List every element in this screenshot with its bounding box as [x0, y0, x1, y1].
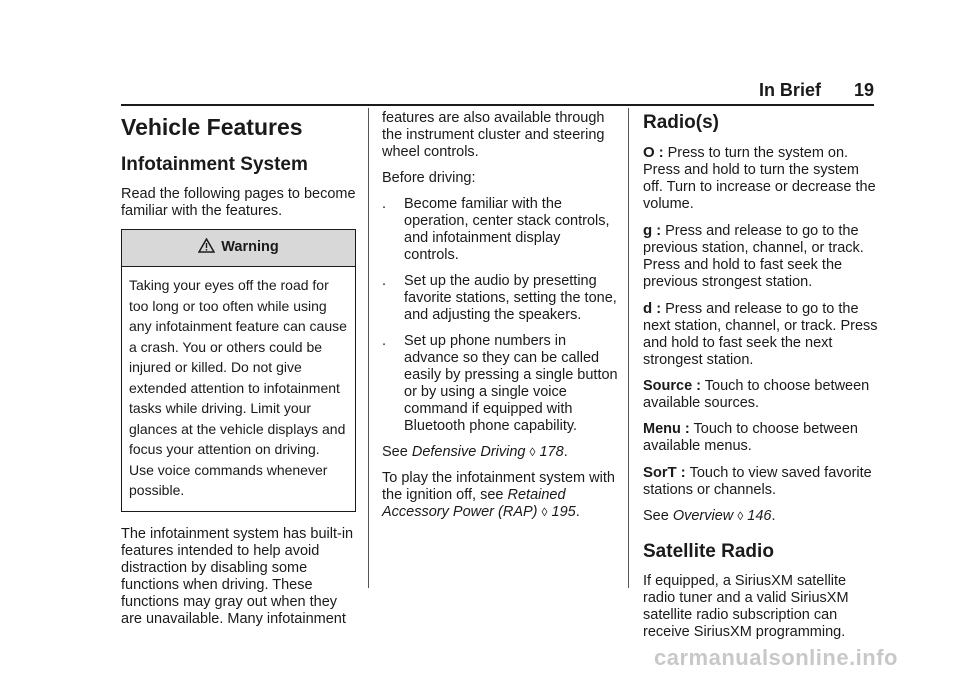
body-paragraph: If equipped, a SiriusXM satellite radio tuner and a valid SiriusXM satellite radio subscription can receive SiriusXM programming.	[643, 573, 849, 640]
control-description: g : Press and release to go to the previous station, channel, or track. Press and hold to fast seek the previous strongest station.	[643, 222, 864, 290]
seek-forward-icon: d	[643, 300, 653, 317]
page-header	[759, 80, 874, 101]
reference-page: 178	[539, 444, 564, 460]
header-rule	[121, 104, 874, 106]
page-number: 19	[853, 80, 874, 100]
page-ref-icon: ◊	[737, 509, 744, 523]
reference-page: 146	[747, 508, 772, 524]
column-2	[382, 110, 618, 530]
warning-header	[122, 230, 355, 267]
arrow-left-icon: S	[643, 464, 654, 481]
see-text: See	[382, 444, 408, 460]
list-item	[382, 196, 618, 264]
control-text: Press to turn the system on. Press and hold to turn the system off. Turn to increase or decrease the volume.	[643, 145, 876, 212]
control-text: Touch to view saved favorite stations or channels.	[643, 465, 872, 498]
list-item	[382, 273, 618, 324]
control-description: SorT : Touch to view saved favorite stations or channels.	[643, 464, 872, 498]
bullet-mark: .	[382, 196, 387, 212]
see-text: To play the infotainment system with the ignition off, see	[382, 470, 615, 503]
control-description	[643, 378, 878, 412]
control-text: Touch to choose between available sources.	[643, 378, 870, 411]
bullet-list	[382, 196, 618, 435]
column-divider	[628, 108, 629, 588]
list-item-text: Set up phone numbers in advance so they can be called easily by pressing a single button or by using a single voice command if equipped with Bluetooth phone capability.	[404, 333, 618, 434]
section-heading: Satellite Radio	[643, 541, 774, 562]
page-ref-icon: ◊	[529, 445, 536, 459]
section-heading: Radio(s)	[643, 112, 719, 133]
column-1	[121, 110, 356, 637]
column-3	[643, 110, 878, 650]
bullet-mark: .	[382, 273, 387, 289]
see-text: See	[643, 508, 669, 524]
seek-back-icon: g	[643, 222, 653, 239]
column-divider	[368, 108, 369, 588]
warning-title: Warning	[221, 239, 279, 255]
control-text: Press and release to go to the next station, channel, or track. Press and hold to fast seek the next strongest station.	[643, 301, 878, 368]
control-description: O : Press to turn the system on. Press and hold to turn the system off. Turn to increase or decrease the volume.	[643, 144, 876, 212]
list-item	[382, 333, 618, 435]
reference-link[interactable]: Overview	[672, 508, 734, 524]
cross-reference: See Defensive Driving ◊ 178.	[382, 444, 568, 460]
control-text: Touch to choose between available menus.	[643, 421, 858, 454]
power-icon: O	[643, 144, 655, 161]
reference-link[interactable]: Retained Accessory Power (RAP)	[382, 487, 566, 520]
reference-link[interactable]: Defensive Driving	[411, 444, 526, 460]
control-text: Press and release to go to the previous station, channel, or track. Press and hold to fast seek the previous strongest station.	[643, 223, 864, 290]
cross-reference: To play the infotainment system with the ignition off, see Retained Accessory Power (RAP) ◊ 195.	[382, 470, 615, 520]
source-label: Source :	[643, 378, 702, 394]
reference-page: 195	[551, 504, 576, 520]
page-title: Vehicle Features	[121, 114, 303, 140]
warning-box	[121, 229, 356, 512]
menu-label: Menu :	[643, 421, 690, 437]
warning-icon	[198, 238, 215, 258]
bullet-mark: .	[382, 333, 387, 349]
body-paragraph: The infotainment system has built-in features intended to help avoid distraction by disabling some functions when driving. These functions may gray out when they are unavailable. Many infotainment	[121, 525, 354, 627]
or-text: or	[653, 465, 668, 481]
control-description: d : Press and release to go to the next station, channel, or track. Press and hold to fast seek the next strongest station.	[643, 300, 878, 368]
section-name: In Brief	[758, 80, 821, 100]
intro-text: Read the following pages to become familiar with the features.	[121, 186, 356, 219]
body-paragraph: features are also available through the instrument cluster and steering wheel controls.	[382, 110, 605, 160]
watermark: carmanualsonline.info	[654, 645, 898, 670]
page-ref-icon: ◊	[541, 505, 548, 519]
arrow-right-icon: T	[667, 464, 677, 481]
cross-reference: See Overview ◊ 146.	[643, 508, 776, 524]
list-item-text: Set up the audio by presetting favorite stations, setting the tone, and adjusting the speakers.	[404, 273, 617, 323]
before-driving-label: Before driving:	[382, 170, 476, 186]
warning-text: Taking your eyes off the road for too long or too often while using any infotainment feature can cause a crash. You or others could be injured or killed. Do not give extended attention to infotainment tasks while driving. Limit your glances at the vehicle displays and focus your attention on driving. Use voice commands whenever possible.	[129, 277, 347, 498]
section-heading: Infotainment System	[121, 154, 308, 175]
list-item-text: Become familiar with the operation, center stack controls, and infotainment display controls.	[404, 196, 610, 263]
control-description	[643, 421, 878, 455]
